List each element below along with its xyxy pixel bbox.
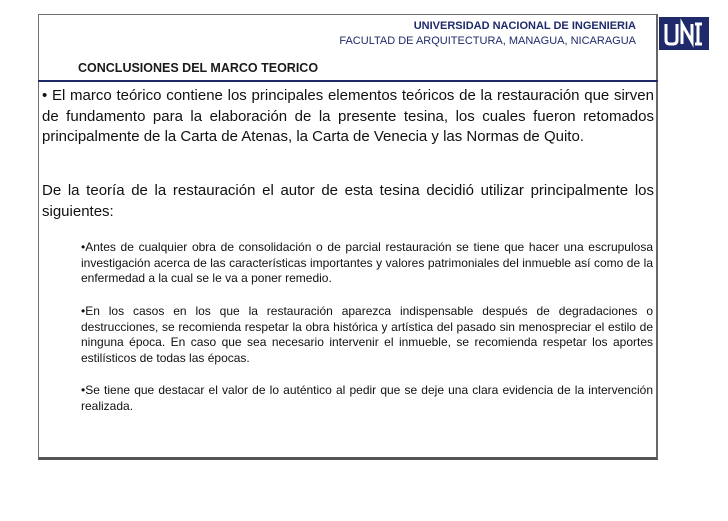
university-name: UNIVERSIDAD NACIONAL DE INGENIERIA: [413, 20, 636, 32]
uni-logo-icon: [659, 17, 709, 50]
title-divider: [38, 80, 658, 82]
bullet-item: •En los casos en los que la restauración aparezca indispensable después de degradaciones o destrucciones, se recomienda respetar la obra histórica y artística del pasado sin menospreciar el estilo de ninguna época. En caso que sea necesario intervenir el inmueble, se recomienda respetar los aportes estilísticos de todas las épocas.: [81, 304, 653, 366]
bullet-item: •Se tiene que destacar el valor de lo auténtico al pedir que se deje una clara evidencia de la intervención realizada.: [81, 383, 653, 413]
bullet-item: •Antes de cualquier obra de consolidación o de parcial restauración se tiene que hacer una escrupulosa investigación acerca de las características importantes y valores patrimoniales del inmueble así como de la enfermedad a la cual se le va a poner remedio.: [81, 240, 653, 286]
intro-paragraph: De la teoría de la restauración el autor de esta tesina decidió utilizar principalmente los siguientes:: [42, 182, 654, 220]
faculty-name: FACULTAD DE ARQUITECTURA, MANAGUA, NICARAGUA: [339, 35, 636, 47]
main-paragraph: • El marco teórico contiene los principales elementos teóricos de la restauración que sirven de fundamento para la elaboración de la presente tesina, los cuales fueron retomados principalmente de la Carta de Atenas, la Carta de Venecia y las Normas de Quito.: [42, 87, 654, 145]
section-title: CONCLUSIONES DEL MARCO TEORICO: [78, 61, 319, 75]
